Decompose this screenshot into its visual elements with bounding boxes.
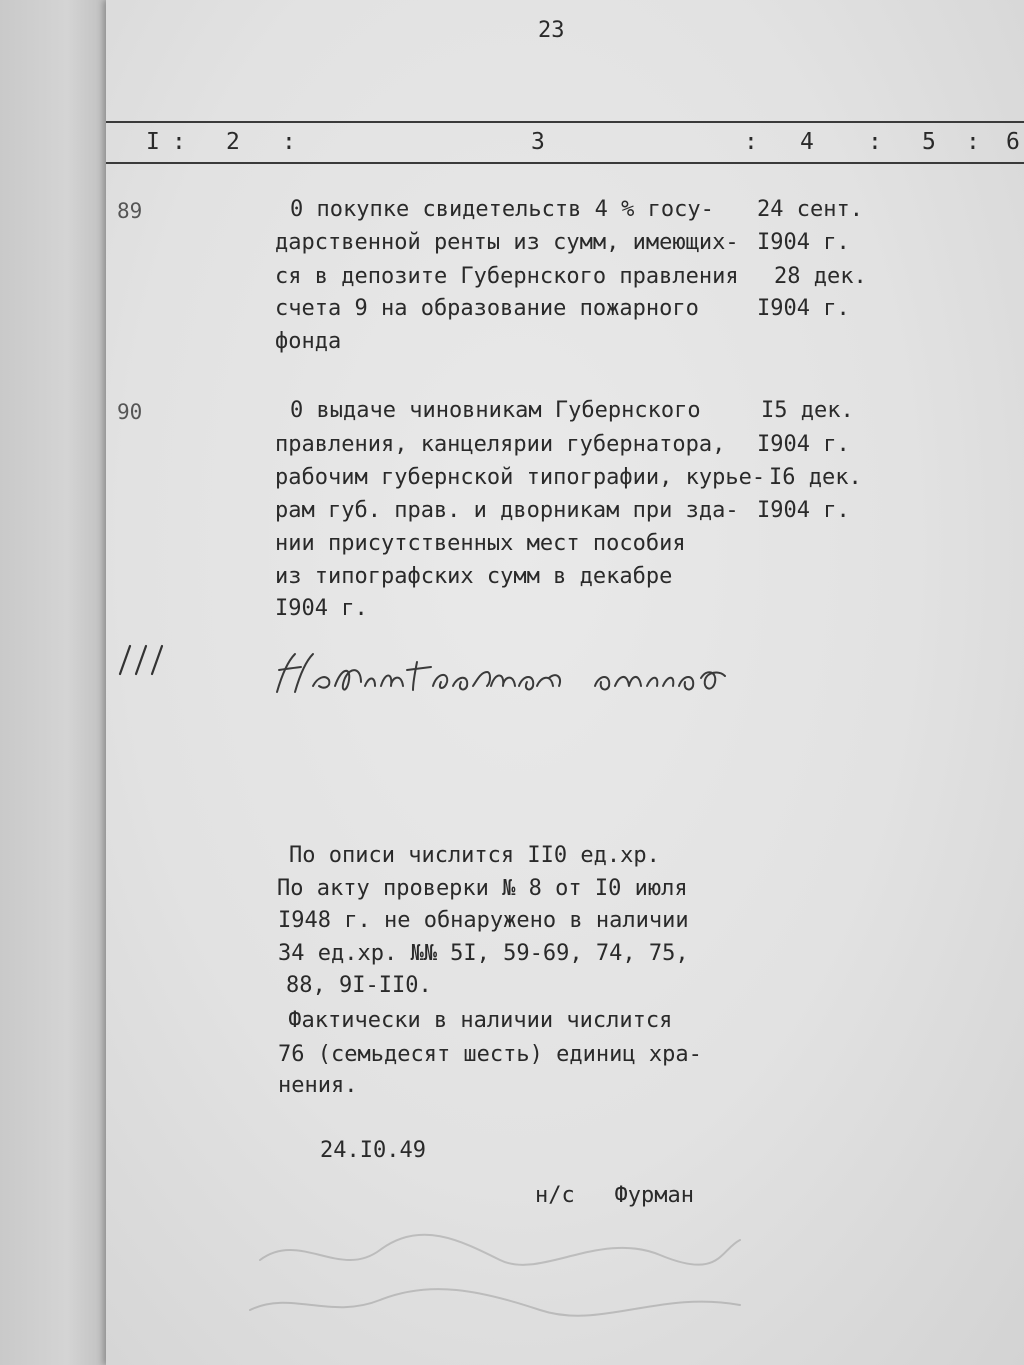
entry-line: рам губ. прав. и дворникам при зда- [275,498,739,523]
entry-date: I904 г. [757,498,850,523]
entry-date: I904 г. [757,230,850,255]
entry-date: I904 г. [757,432,850,457]
header-sep-3: : [744,129,758,155]
header-col-6: 6 [1006,129,1020,155]
header-col-4: 4 [800,129,814,155]
entry-line: из типографских сумм в декабре [275,564,673,589]
entry-line: фонда [275,329,342,354]
summary-line: I948 г. не обнаружено в наличии [278,908,689,933]
entry-line: 0 выдаче чиновникам Губернского [290,398,701,423]
show-through-handwriting [240,1200,760,1350]
entry-number: 89 [117,199,143,223]
entry-date: 24 сент. [757,197,863,222]
header-col-3: 3 [531,129,545,155]
header-sep-2: : [282,129,296,155]
summary-line: По описи числится II0 ед.хр. [289,843,660,868]
summary-line: 88, 9I-II0. [286,973,432,998]
entry-line: правления, канцелярии губернатора, [275,432,726,457]
summary-line: нения. [278,1073,358,1098]
table-header-top-rule [106,121,1024,123]
summary-line: 76 (семьдесят шесть) единиц хра- [278,1042,702,1067]
entry-line: 0 покупке свидетельств 4 % госу- [290,197,714,222]
summary-line: По акту проверки № 8 от I0 июля [277,876,688,901]
handwritten-title-signature [265,642,745,708]
document-date: 24.I0.49 [320,1138,426,1163]
header-col-5: 5 [922,129,936,155]
table-header-bottom-rule [106,162,1024,164]
entry-date: 28 дек. [774,264,867,289]
entry-line: дарственной ренты из сумм, имеющих- [275,230,739,255]
header-sep-4: : [868,129,882,155]
page-number: 23 [538,18,565,43]
header-col-1: I [146,129,160,155]
header-sep-1: : [172,129,186,155]
underlying-page-edge [0,0,112,1365]
entry-line: нии присутственных мест пособия [275,531,686,556]
entry-line: счета 9 на образование пожарного [275,296,699,321]
entry-date: I5 дек. [761,398,854,423]
signature-line: н/с Фурман [535,1183,694,1208]
summary-line: 34 ед.хр. №№ 5I, 59-69, 74, 75, [278,941,689,966]
handwritten-entry-number [116,640,176,680]
entry-line: I904 г. [275,596,368,621]
entry-line: ся в депозите Губернского правления [275,264,739,289]
entry-line: рабочим губернской типографии, курье- [275,465,766,490]
summary-line: Фактически в наличии числится [275,1008,673,1033]
entry-number: 90 [117,400,143,424]
header-sep-5: : [966,129,980,155]
entry-date: I6 дек. [769,465,862,490]
header-col-2: 2 [226,129,240,155]
entry-date: I904 г. [757,296,850,321]
